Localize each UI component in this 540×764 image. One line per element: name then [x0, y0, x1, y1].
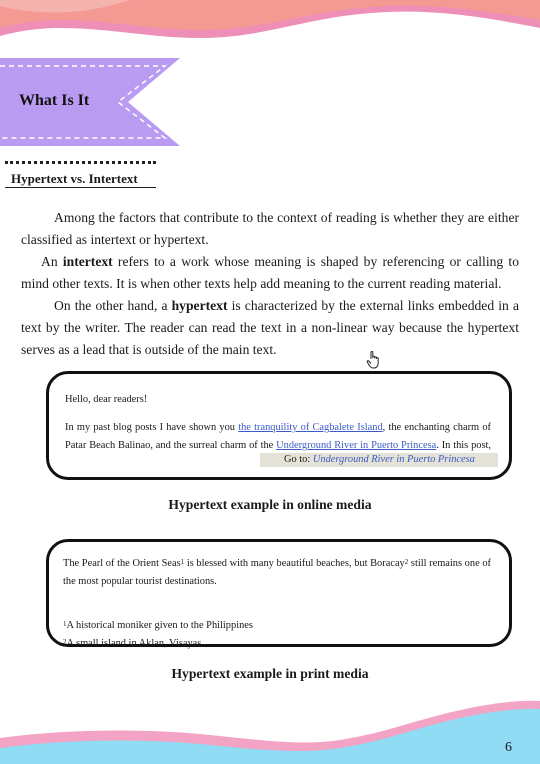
footnote-ref-1: 1 [180, 558, 185, 566]
online-greeting: Hello, dear readers! [65, 394, 148, 405]
paragraph-intertext: An intertext refers to a work whose meaning is shaped by referencing or calling to mind other texts. It is when other texts help add meaning to the current reading material. [21, 254, 519, 291]
dotted-rule [5, 161, 156, 164]
print-caption: Hypertext example in print media [171, 666, 369, 681]
term-hypertext: hypertext [171, 298, 228, 313]
footnote-2: $^2$A small island in Aklan, Visayas [63, 638, 202, 649]
section-heading: Hypertext vs. Intertext [11, 171, 138, 186]
paragraph-context: Among the factors that contribute to the context of reading is whether they are either classified as intertext or hypertext. [21, 210, 519, 247]
bottom-wave-decoration [0, 690, 540, 764]
link-cagbalete-island[interactable]: the tranquility of Cagbalete Island [238, 422, 383, 433]
tooltip-target: Underground River in Puerto Princesa [312, 454, 475, 465]
page-number: 6 [505, 740, 512, 755]
heading-underline [5, 187, 156, 188]
hand-pointer-icon [366, 350, 382, 370]
online-blog-text: In my past blog posts I have shown you the tranquility of Cagbalete Island, the enchanting charm of Patar Beach Balinao, and the surreal charm of the Underground River in Puerto Princesa. In this post, [65, 422, 491, 451]
footnote-ref-2: 2 [404, 558, 409, 566]
online-caption: Hypertext example in online media [168, 497, 372, 512]
top-wave-decoration [0, 0, 540, 60]
paragraph-hypertext: On the other hand, a hypertext is characterized by the external links embedded in a text by the writer. The reader can read the text in a non-linear way because the hypertext serves as a lead that is outside of the main text. [21, 298, 519, 357]
footnote-1: $^1$A historical moniker given to the Philippines [63, 620, 253, 631]
print-text: The Pearl of the Orient Seas$^1$ is blessed with many beautiful beaches, but Boracay$^2$ still remains one of the most popular tourist destinations. [63, 558, 491, 587]
print-example-box [46, 539, 512, 647]
link-underground-river[interactable]: Underground River in Puerto Princesa [276, 440, 437, 451]
link-tooltip: Go to: Underground River in Puerto Princesa [260, 453, 498, 467]
term-intertext: intertext [62, 254, 113, 269]
banner-title: What Is It [19, 92, 90, 109]
